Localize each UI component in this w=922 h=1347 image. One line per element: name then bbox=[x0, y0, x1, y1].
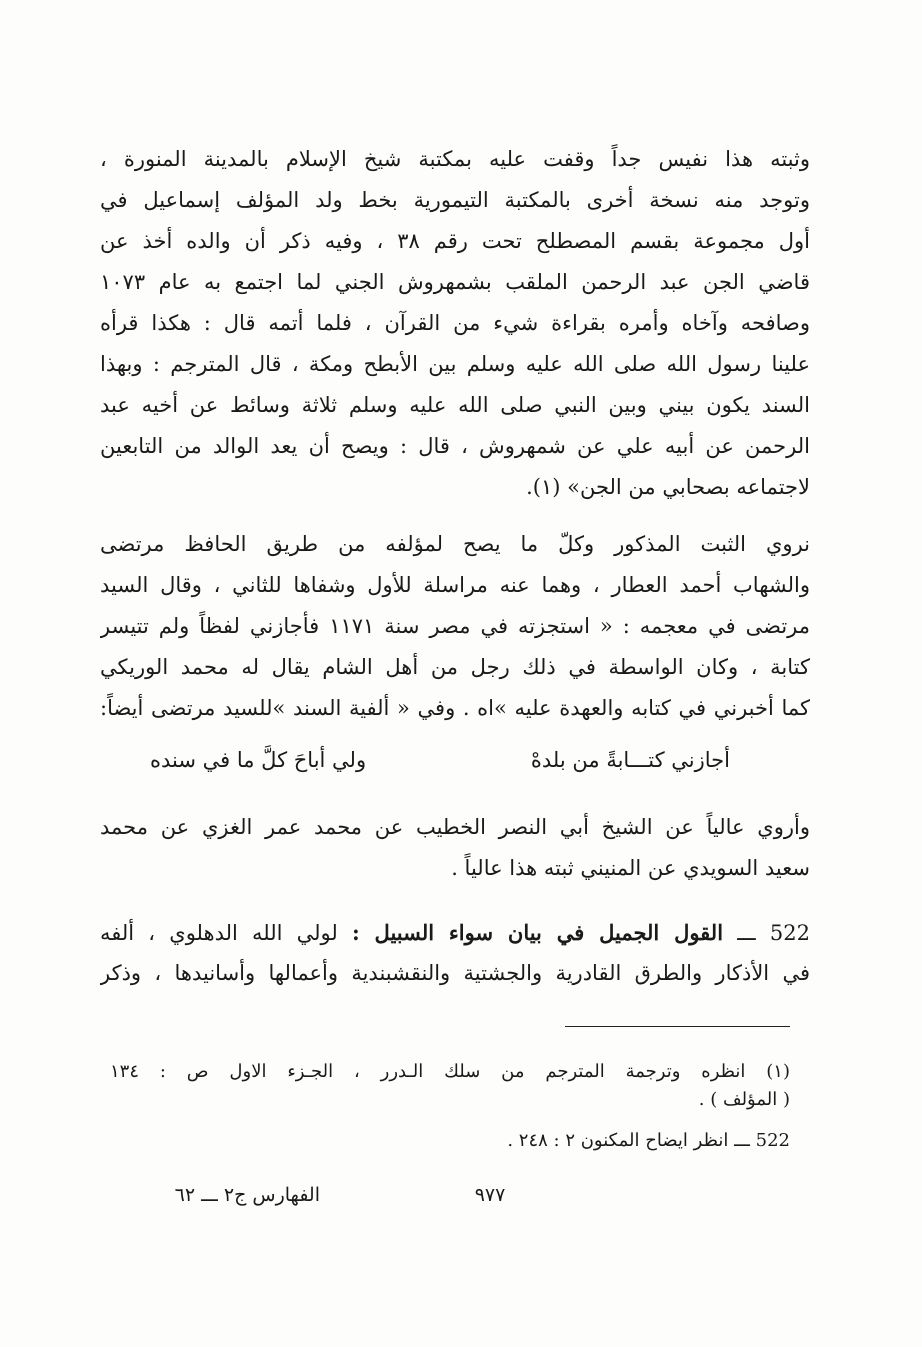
footer-section-label: الفهارس ج٢ ـــ ٦٢ bbox=[174, 1184, 320, 1206]
footnote-522: 522 ـــ انظر ايضاح المكنون ٢ : ٢٤٨ . bbox=[507, 1130, 790, 1151]
text-line: وأروي عالياً عن الشيخ أبي النصر الخطيب عن محمد عمر الغزي عن محمد bbox=[100, 815, 810, 839]
text-line: الرحمن عن أبيه علي عن شمهروش ، قال : ويصح أن يعد الوالد من التابعين bbox=[100, 434, 810, 458]
poem-verse bbox=[150, 740, 730, 781]
text-line: السند يكون بيني وبين النبي صلى الله عليه وسلم ثلاثة وسائط عن أخيه عبد bbox=[100, 393, 810, 417]
entry-author: لولي الله الدهلوي ، ألفه bbox=[100, 921, 338, 945]
paragraph-transmission-chain bbox=[100, 524, 810, 729]
footnote-1 bbox=[110, 1058, 790, 1114]
footnote-separator bbox=[565, 1026, 790, 1027]
page-number: ٩٧٧ bbox=[474, 1184, 506, 1206]
text-line: نروي الثبت المذكور وكلّ ما يصح لمؤلفه من طريق الحافظ مرتضى bbox=[100, 532, 810, 556]
verse-first-hemistich: أجازني كتـــابةً من بلدهْ bbox=[530, 748, 730, 772]
text-line: في الأذكار والطرق القادرية والجشتية والنقشبندية وأعمالها وأسانيدها ، وذكر bbox=[100, 961, 810, 985]
paragraph-high-chain bbox=[100, 807, 810, 889]
entry-number: 522 bbox=[769, 921, 810, 945]
entry-title: القول الجميل في بيان سواء السبيل : bbox=[351, 920, 724, 945]
text-line: وصافحه وآخاه وأمره بقراءة شيء من القرآن ، فلما أتمه قال : هكذا قرأه bbox=[100, 311, 810, 335]
footnote-line: ( المؤلف ) . bbox=[698, 1089, 790, 1110]
text-line: مرتضى في معجمه : « استجزته في مصر سنة ١١٧١ فأجازني لفظاً ولم تتيسر bbox=[100, 614, 810, 638]
text-line: علينا رسول الله صلى الله عليه وسلم بين الأبطح ومكة ، قال المترجم : وبهذا bbox=[100, 352, 810, 376]
verse-second-hemistich: ولي أباحَ كلَّ ما في سنده bbox=[150, 748, 367, 772]
text-line: كما أخبرني في كتابه والعهدة عليه »اه . وفي « ألفية السند »للسيد مرتضى أيضاً: bbox=[100, 696, 810, 720]
text-line: سعيد السويدي عن المنيني ثبته هذا عالياً . bbox=[451, 856, 810, 880]
text-line: أول مجموعة بقسم المصطلح تحت رقم ٣٨ ، وفيه ذكر أن والده أخذ عن bbox=[100, 229, 810, 253]
entry-dash: ـــ bbox=[737, 921, 756, 945]
entry-heading-line bbox=[100, 912, 810, 953]
text-line: والشهاب أحمد العطار ، وهما عنه مراسلة للأول وشفاها للثاني ، وقال السيد bbox=[100, 573, 810, 597]
text-line: وتوجد منه نسخة أخرى بالمكتبة التيمورية بخط ولد المؤلف إسماعيل في bbox=[100, 188, 810, 212]
text-line: وثبته هذا نفيس جداً وقفت عليه بمكتبة شيخ الإسلام بالمدينة المنورة ، bbox=[100, 147, 810, 171]
footnote-line: (١) انظره وترجمة المترجم من سلك الـدرر ، الجـزء الاول ص : ١٣٤ bbox=[110, 1061, 790, 1082]
paragraph-thabat-description bbox=[100, 139, 810, 508]
entry-522 bbox=[100, 912, 810, 994]
text-line: قاضي الجن عبد الرحمن الملقب بشمهروش الجني لما اجتمع به عام ١٠٧٣ bbox=[100, 270, 810, 294]
text-line: لاجتماعه بصحابي من الجن» (١). bbox=[526, 475, 810, 499]
page-footer bbox=[110, 1180, 790, 1210]
text-line: كتابة ، وكان الواسطة في ذلك رجل من أهل الشام يقال له محمد الوريكي bbox=[100, 655, 810, 679]
